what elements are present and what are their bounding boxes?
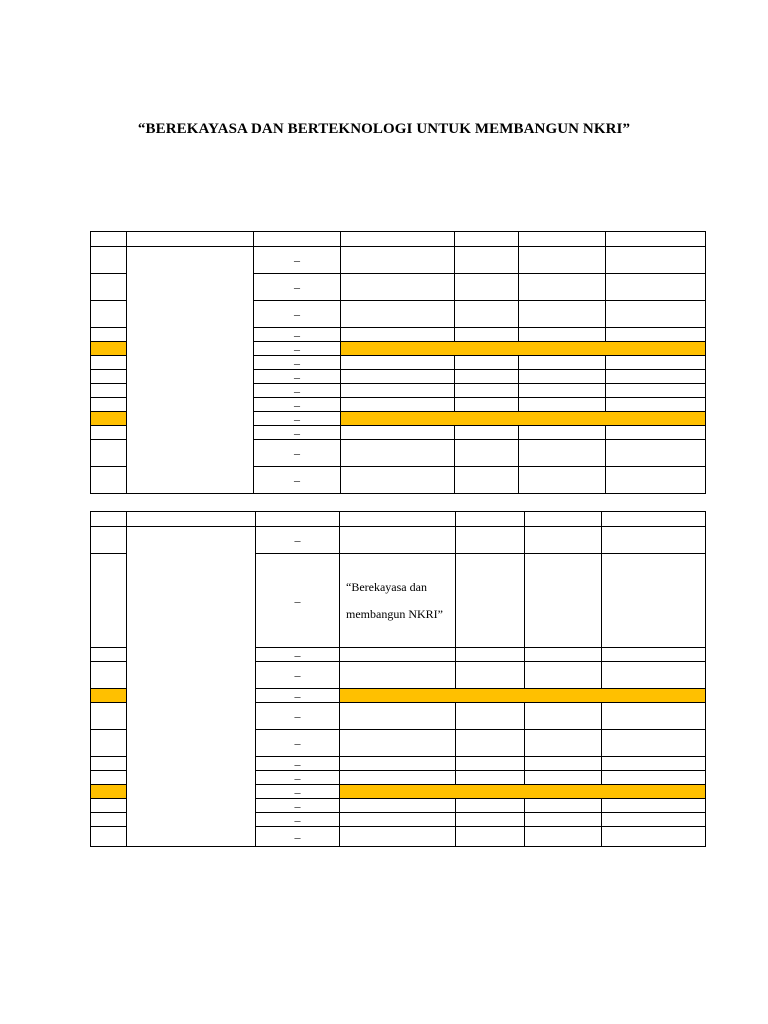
dash-cell: – (254, 356, 341, 370)
dash-cell: – (254, 274, 341, 301)
dash-cell: – (256, 689, 340, 703)
dash-cell: – (256, 771, 340, 785)
highlight-cell (91, 785, 127, 799)
highlight-cell (91, 342, 127, 356)
schedule-table-2 (90, 511, 706, 847)
dash-cell: – (254, 412, 341, 426)
highlight-cell (91, 412, 127, 426)
dash-cell: – (256, 648, 340, 662)
dash-cell: – (256, 554, 340, 648)
dash-cell: – (256, 827, 340, 847)
merged-session-cell (127, 247, 254, 494)
highlight-band (340, 689, 706, 703)
dash-cell: – (254, 301, 341, 328)
highlight-band (341, 342, 706, 356)
dash-cell: – (256, 799, 340, 813)
dash-cell: – (256, 527, 340, 554)
activity-text-line1: “Berekayasa dan (346, 579, 427, 594)
table-row (91, 247, 706, 274)
dash-cell: – (256, 730, 340, 757)
dash-cell: – (256, 703, 340, 730)
dash-cell: – (254, 440, 341, 467)
dash-cell: – (254, 384, 341, 398)
activity-text-line2: membangun NKRI” (346, 606, 443, 621)
highlight-band (340, 785, 706, 799)
highlight-cell (91, 689, 127, 703)
dash-cell: – (254, 370, 341, 384)
dash-cell: – (256, 785, 340, 799)
dash-cell: – (256, 813, 340, 827)
table-row (91, 527, 706, 554)
dash-cell: – (256, 757, 340, 771)
dash-cell: – (254, 398, 341, 412)
dash-cell: – (256, 662, 340, 689)
dash-cell: – (254, 328, 341, 342)
dash-cell: – (254, 247, 341, 274)
dash-cell: – (254, 467, 341, 494)
dash-cell: – (254, 342, 341, 356)
merged-session-cell (127, 527, 256, 847)
activity-cell (340, 554, 456, 648)
dash-cell: – (254, 426, 341, 440)
document-title: “BEREKAYASA DAN BERTEKNOLOGI UNTUK MEMBANGUN NKRI” (137, 121, 631, 137)
schedule-table-1 (90, 231, 706, 494)
highlight-band (341, 412, 706, 426)
table-header-row (91, 232, 706, 247)
table-header-row (91, 512, 706, 527)
